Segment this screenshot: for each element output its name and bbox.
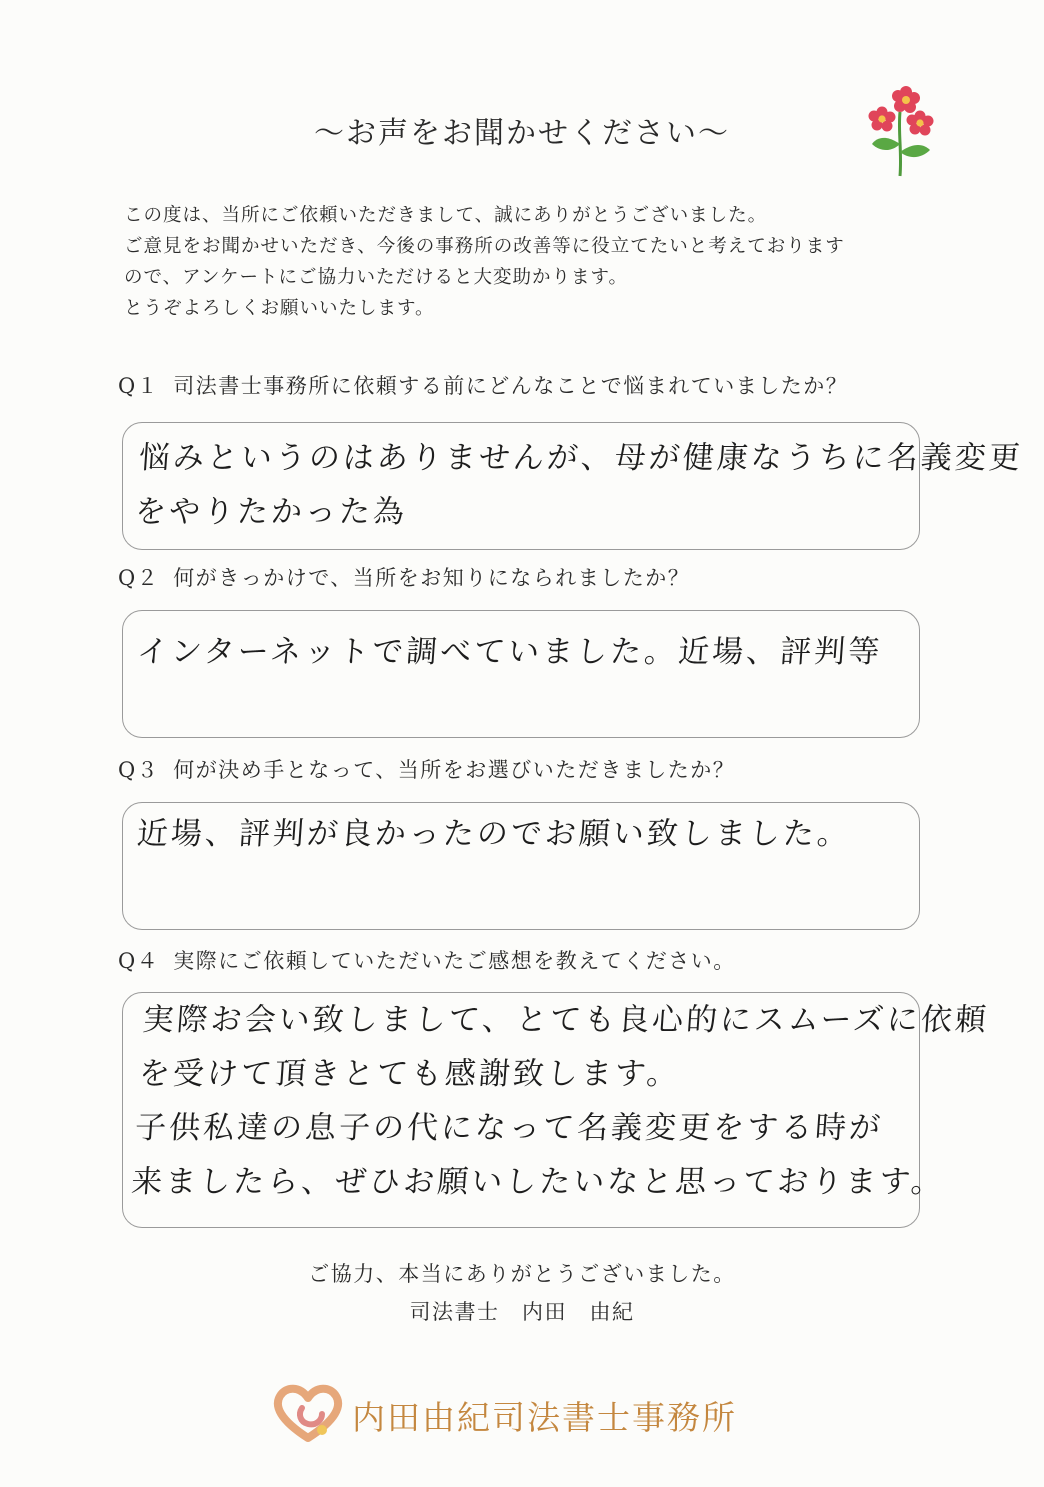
intro-line: この度は、当所にご依頼いただきまして、誠にありがとうございました。 (124, 205, 768, 226)
signature: 司法書士 内田 由紀 (409, 1300, 635, 1324)
page-title: 〜お声をお聞かせください〜 (314, 116, 730, 151)
question-number: Q４ (118, 949, 160, 973)
office-logo (272, 1380, 752, 1444)
question-text: 司法書士事務所に依頼する前にどんなことで悩まれていましたか？ (173, 374, 849, 398)
intro-text (124, 200, 944, 324)
answer-line: 悩みというのはありませんが、母が健康なうちに名義変更 (137, 440, 1025, 476)
question-number: Q１ (118, 374, 160, 398)
answer-box-4[interactable] (122, 992, 991, 1228)
office-name: 内田由紀司法書士事務所 (352, 1398, 737, 1437)
question-3 (118, 754, 735, 784)
answer-box-1[interactable] (122, 422, 1025, 550)
closing-thanks: ご協力、本当にありがとうございました。 (308, 1262, 736, 1286)
answer-line: をやりたかった為 (133, 494, 409, 530)
intro-line: とうぞよろしくお願いいたします。 (124, 298, 435, 319)
answer-box-3[interactable] (122, 802, 920, 930)
question-text: 実際にご依頼していただいたご感想を教えてください。 (173, 949, 736, 973)
answer-box-2[interactable] (122, 610, 920, 738)
answer-line: 来ましたら、ぜひお願いしたいなと思っております。 (130, 1164, 947, 1200)
question-number: Q２ (118, 566, 160, 590)
answer-text-4 (129, 993, 991, 1209)
flower-icon (862, 82, 938, 178)
answer-line: 実際お会い致しまして、とても良心的にスムーズに依頼 (141, 1002, 991, 1038)
question-4 (118, 945, 736, 975)
answer-text-2 (135, 625, 911, 679)
answer-line: 子供私達の息子の代になって名義変更をする時が (133, 1110, 885, 1146)
question-1 (118, 370, 848, 400)
answer-line: 近場、評判が良かったのでお願い致しました。 (135, 816, 853, 852)
question-text: 何がきっかけで、当所をお知りになられましたか？ (173, 566, 691, 590)
answer-line: インターネットで調べていました。近場、評判等 (135, 634, 884, 670)
intro-line: ご意見をお聞かせいただき、今後の事務所の改善等に役立てたいと考えております (124, 236, 845, 257)
question-number: Q３ (118, 758, 160, 782)
answer-text-1 (133, 431, 1025, 539)
question-text: 何が決め手となって、当所をお選びいただきましたか？ (173, 758, 736, 782)
answer-line: を受けて頂きとても感謝致します。 (137, 1056, 682, 1092)
heart-logo-icon (272, 1380, 344, 1444)
intro-line: ので、アンケートにご協力いただけると大変助かります。 (124, 267, 629, 288)
answer-text-3 (135, 807, 911, 861)
question-2 (118, 562, 690, 592)
